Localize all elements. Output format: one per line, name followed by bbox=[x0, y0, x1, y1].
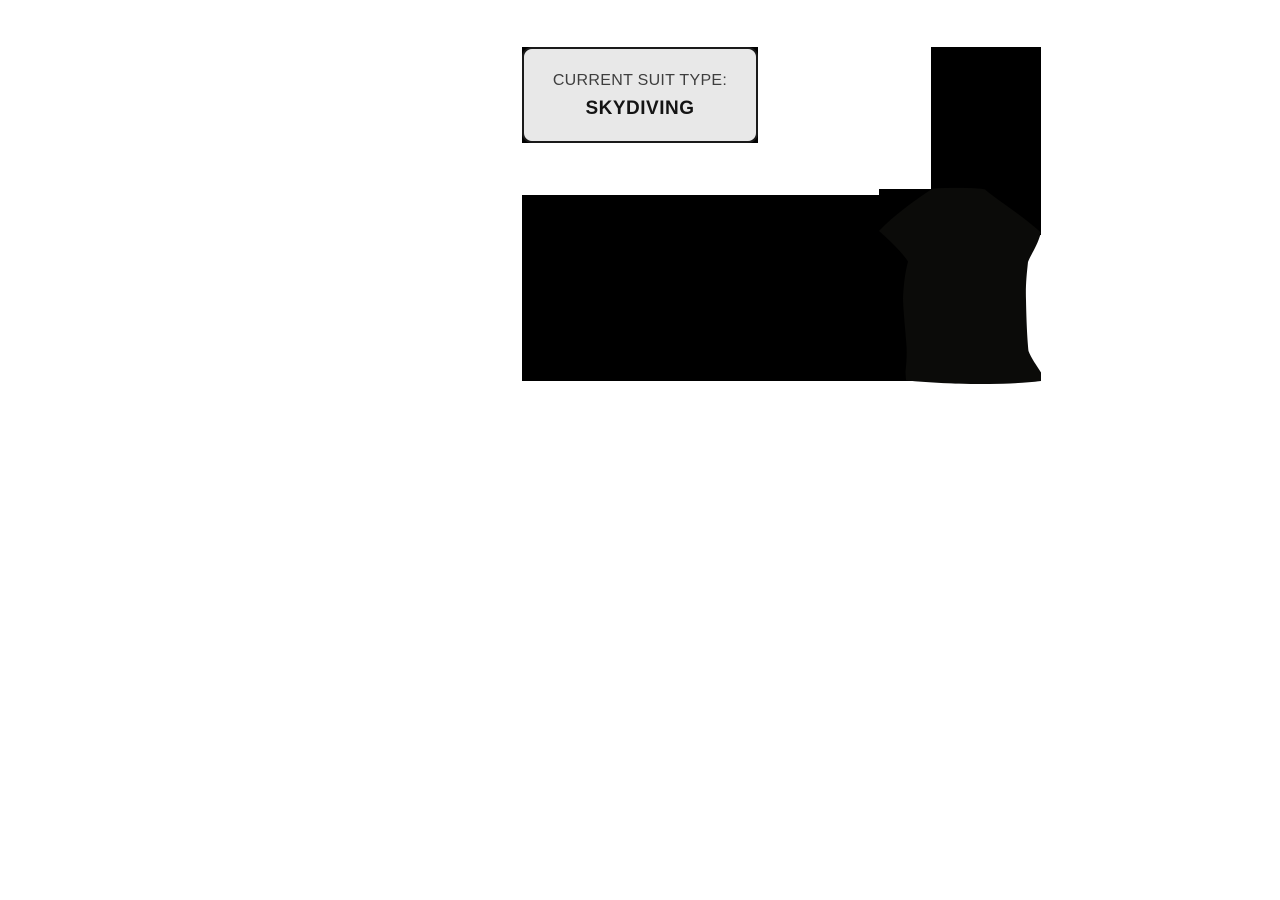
suit-info-panel bbox=[522, 195, 880, 381]
current-suit-label-box bbox=[522, 47, 758, 143]
current-suit-title: CURRENT SUIT TYPE: bbox=[552, 72, 728, 90]
current-suit-value: SKYDIVING bbox=[585, 97, 695, 119]
suit-torso-icon bbox=[879, 186, 1043, 384]
suit-preview-upper-block bbox=[931, 47, 1041, 189]
